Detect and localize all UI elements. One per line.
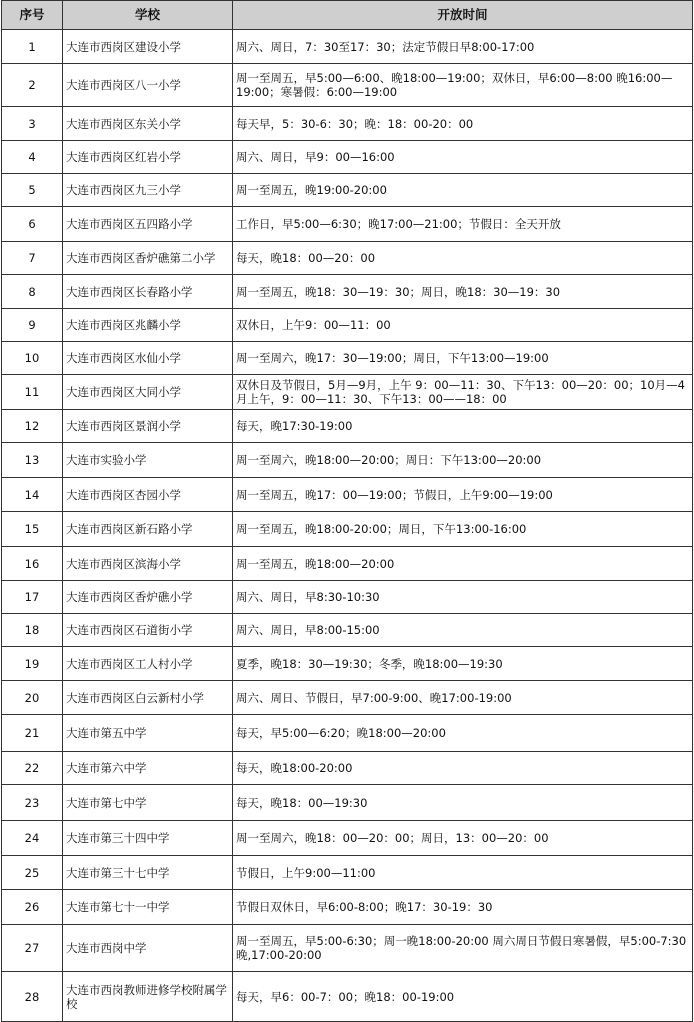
school-name: 大连市西岗区工人村小学 <box>63 647 233 681</box>
school-name: 大连市西岗区九三小学 <box>63 174 233 207</box>
table-row <box>2 478 693 512</box>
table-row <box>2 30 693 64</box>
school-name: 大连市西岗区水仙小学 <box>63 342 233 375</box>
open-hours: 周一至周五，晚17：00—19:00；节假日，上午9:00—19:00 <box>233 478 693 512</box>
school-name: 大连市西岗区建设小学 <box>63 30 233 64</box>
open-hours: 每天，晚18：00—20：00 <box>233 242 693 275</box>
school-name: 大连市西岗教师进修学校附属学校 <box>63 972 233 1022</box>
row-number: 22 <box>2 752 63 785</box>
table-row <box>2 715 693 752</box>
school-name: 大连市第七十一中学 <box>63 890 233 925</box>
table-row <box>2 410 693 443</box>
row-number: 26 <box>2 890 63 925</box>
table-row <box>2 309 693 342</box>
school-name: 大连市第五中学 <box>63 715 233 752</box>
row-number: 11 <box>2 375 63 410</box>
open-hours: 周一至周六，晚18：00—20：00；周日，13：00—20：00 <box>233 821 693 856</box>
row-number: 4 <box>2 141 63 174</box>
open-hours: 周一至周六，晚17：30—19:00；周日，下午13:00—19:00 <box>233 342 693 375</box>
row-number: 14 <box>2 478 63 512</box>
open-hours: 周一至周六，晚18:00—20:00；周日：下午13:00—20:00 <box>233 443 693 478</box>
table-row <box>2 547 693 581</box>
table-row <box>2 275 693 309</box>
table-row <box>2 581 693 614</box>
row-number: 1 <box>2 30 63 64</box>
open-hours: 节假日双休日，早6:00-8:00；晚17：30-19：30 <box>233 890 693 925</box>
table-row <box>2 614 693 647</box>
open-hours: 节假日，上午9:00—11:00 <box>233 856 693 890</box>
school-name: 大连市西岗区八一小学 <box>63 64 233 107</box>
row-number: 21 <box>2 715 63 752</box>
table-row <box>2 242 693 275</box>
open-hours: 每天早，5：30-6：30；晚：18：00-20：00 <box>233 107 693 141</box>
header-school: 学校 <box>63 1 233 30</box>
table-row <box>2 925 693 972</box>
school-name: 大连市第三十七中学 <box>63 856 233 890</box>
table-row <box>2 972 693 1022</box>
open-hours: 每天，早6：00-7：00；晚18：00-19:00 <box>233 972 693 1022</box>
school-name: 大连市第七中学 <box>63 785 233 821</box>
table-row <box>2 647 693 681</box>
open-hours: 周一至周五，晚19:00-20:00 <box>233 174 693 207</box>
open-hours: 周一至周五，晚18:00-20:00；周日，下午13:00-16:00 <box>233 512 693 547</box>
header-row <box>2 1 693 30</box>
open-hours: 周一至周五，早5:00-6:30；周一晚18:00-20:00 周六周日节假日寒暑假，早5:00-7:30 晚,17:00-20:00 <box>233 925 693 972</box>
table-row <box>2 174 693 207</box>
school-name: 大连市西岗区滨海小学 <box>63 547 233 581</box>
open-hours: 周一至周五，早5:00—6:00、晚18:00—19:00；双休日，早6:00—8:00 晚16:00—19:00；寒暑假：6:00—19:00 <box>233 64 693 107</box>
school-name: 大连市西岗区大同小学 <box>63 375 233 410</box>
row-number: 17 <box>2 581 63 614</box>
row-number: 9 <box>2 309 63 342</box>
school-name: 大连市西岗区新石路小学 <box>63 512 233 547</box>
header-no: 序号 <box>2 1 63 30</box>
open-hours: 周一至周五，晚18：30—19：30；周日，晚18：30—19：30 <box>233 275 693 309</box>
school-name: 大连市第六中学 <box>63 752 233 785</box>
row-number: 16 <box>2 547 63 581</box>
header-hours: 开放时间 <box>233 1 693 30</box>
open-hours: 夏季，晚18：30—19:30；冬季，晚18:00—19:30 <box>233 647 693 681</box>
open-hours: 周六、周日、节假日，早7:00-9:00、晚17:00-19:00 <box>233 681 693 715</box>
open-hours: 双休日及节假日，5月—9月，上午 9：00—11：30、下午13：00—20：00；10月—4月上午，9：00—11：30、下午13：00——18：00 <box>233 375 693 410</box>
open-hours: 工作日，早5:00—6:30；晚17:00—21:00；节假日：全天开放 <box>233 207 693 242</box>
open-hours: 周六、周日，早9：00—16:00 <box>233 141 693 174</box>
school-name: 大连市西岗区白云新村小学 <box>63 681 233 715</box>
school-name: 大连市西岗区兆麟小学 <box>63 309 233 342</box>
open-hours: 每天，早5:00—6:20；晚18:00—20:00 <box>233 715 693 752</box>
row-number: 25 <box>2 856 63 890</box>
row-number: 10 <box>2 342 63 375</box>
table-row <box>2 512 693 547</box>
table-row <box>2 821 693 856</box>
row-number: 23 <box>2 785 63 821</box>
open-hours: 周六、周日，早8:30-10:30 <box>233 581 693 614</box>
school-name: 大连市西岗区香炉礁第二小学 <box>63 242 233 275</box>
row-number: 15 <box>2 512 63 547</box>
row-number: 12 <box>2 410 63 443</box>
row-number: 28 <box>2 972 63 1022</box>
school-name: 大连市西岗区香炉礁小学 <box>63 581 233 614</box>
table-row <box>2 785 693 821</box>
school-name: 大连市西岗区红岩小学 <box>63 141 233 174</box>
row-number: 20 <box>2 681 63 715</box>
row-number: 2 <box>2 64 63 107</box>
school-name: 大连市西岗区长春路小学 <box>63 275 233 309</box>
open-hours: 周六、周日，早8:00-15:00 <box>233 614 693 647</box>
table-row <box>2 752 693 785</box>
row-number: 6 <box>2 207 63 242</box>
table-row <box>2 342 693 375</box>
open-hours: 周六、周日，7：30至17：30；法定节假日早8:00-17:00 <box>233 30 693 64</box>
open-hours: 每天，晚18:00-20:00 <box>233 752 693 785</box>
school-name: 大连市西岗区杏园小学 <box>63 478 233 512</box>
open-hours: 双休日，上午9：00—11：00 <box>233 309 693 342</box>
table-body <box>2 30 693 1022</box>
row-number: 13 <box>2 443 63 478</box>
school-hours-table <box>1 0 693 1022</box>
table-row <box>2 64 693 107</box>
row-number: 27 <box>2 925 63 972</box>
school-name: 大连市第三十四中学 <box>63 821 233 856</box>
row-number: 24 <box>2 821 63 856</box>
school-name: 大连市西岗区五四路小学 <box>63 207 233 242</box>
table-row <box>2 856 693 890</box>
open-hours: 每天，晚18：00—19:30 <box>233 785 693 821</box>
school-name: 大连市西岗区景润小学 <box>63 410 233 443</box>
table-row <box>2 443 693 478</box>
row-number: 8 <box>2 275 63 309</box>
table-row <box>2 207 693 242</box>
school-name: 大连市西岗中学 <box>63 925 233 972</box>
table-row <box>2 375 693 410</box>
school-name: 大连市实验小学 <box>63 443 233 478</box>
row-number: 7 <box>2 242 63 275</box>
row-number: 18 <box>2 614 63 647</box>
table-row <box>2 681 693 715</box>
row-number: 5 <box>2 174 63 207</box>
row-number: 3 <box>2 107 63 141</box>
table-row <box>2 107 693 141</box>
school-name: 大连市西岗区石道街小学 <box>63 614 233 647</box>
open-hours: 每天，晚17:30-19:00 <box>233 410 693 443</box>
school-name: 大连市西岗区东关小学 <box>63 107 233 141</box>
row-number: 19 <box>2 647 63 681</box>
open-hours: 周一至周五，晚18:00—20:00 <box>233 547 693 581</box>
table-row <box>2 141 693 174</box>
table-row <box>2 890 693 925</box>
